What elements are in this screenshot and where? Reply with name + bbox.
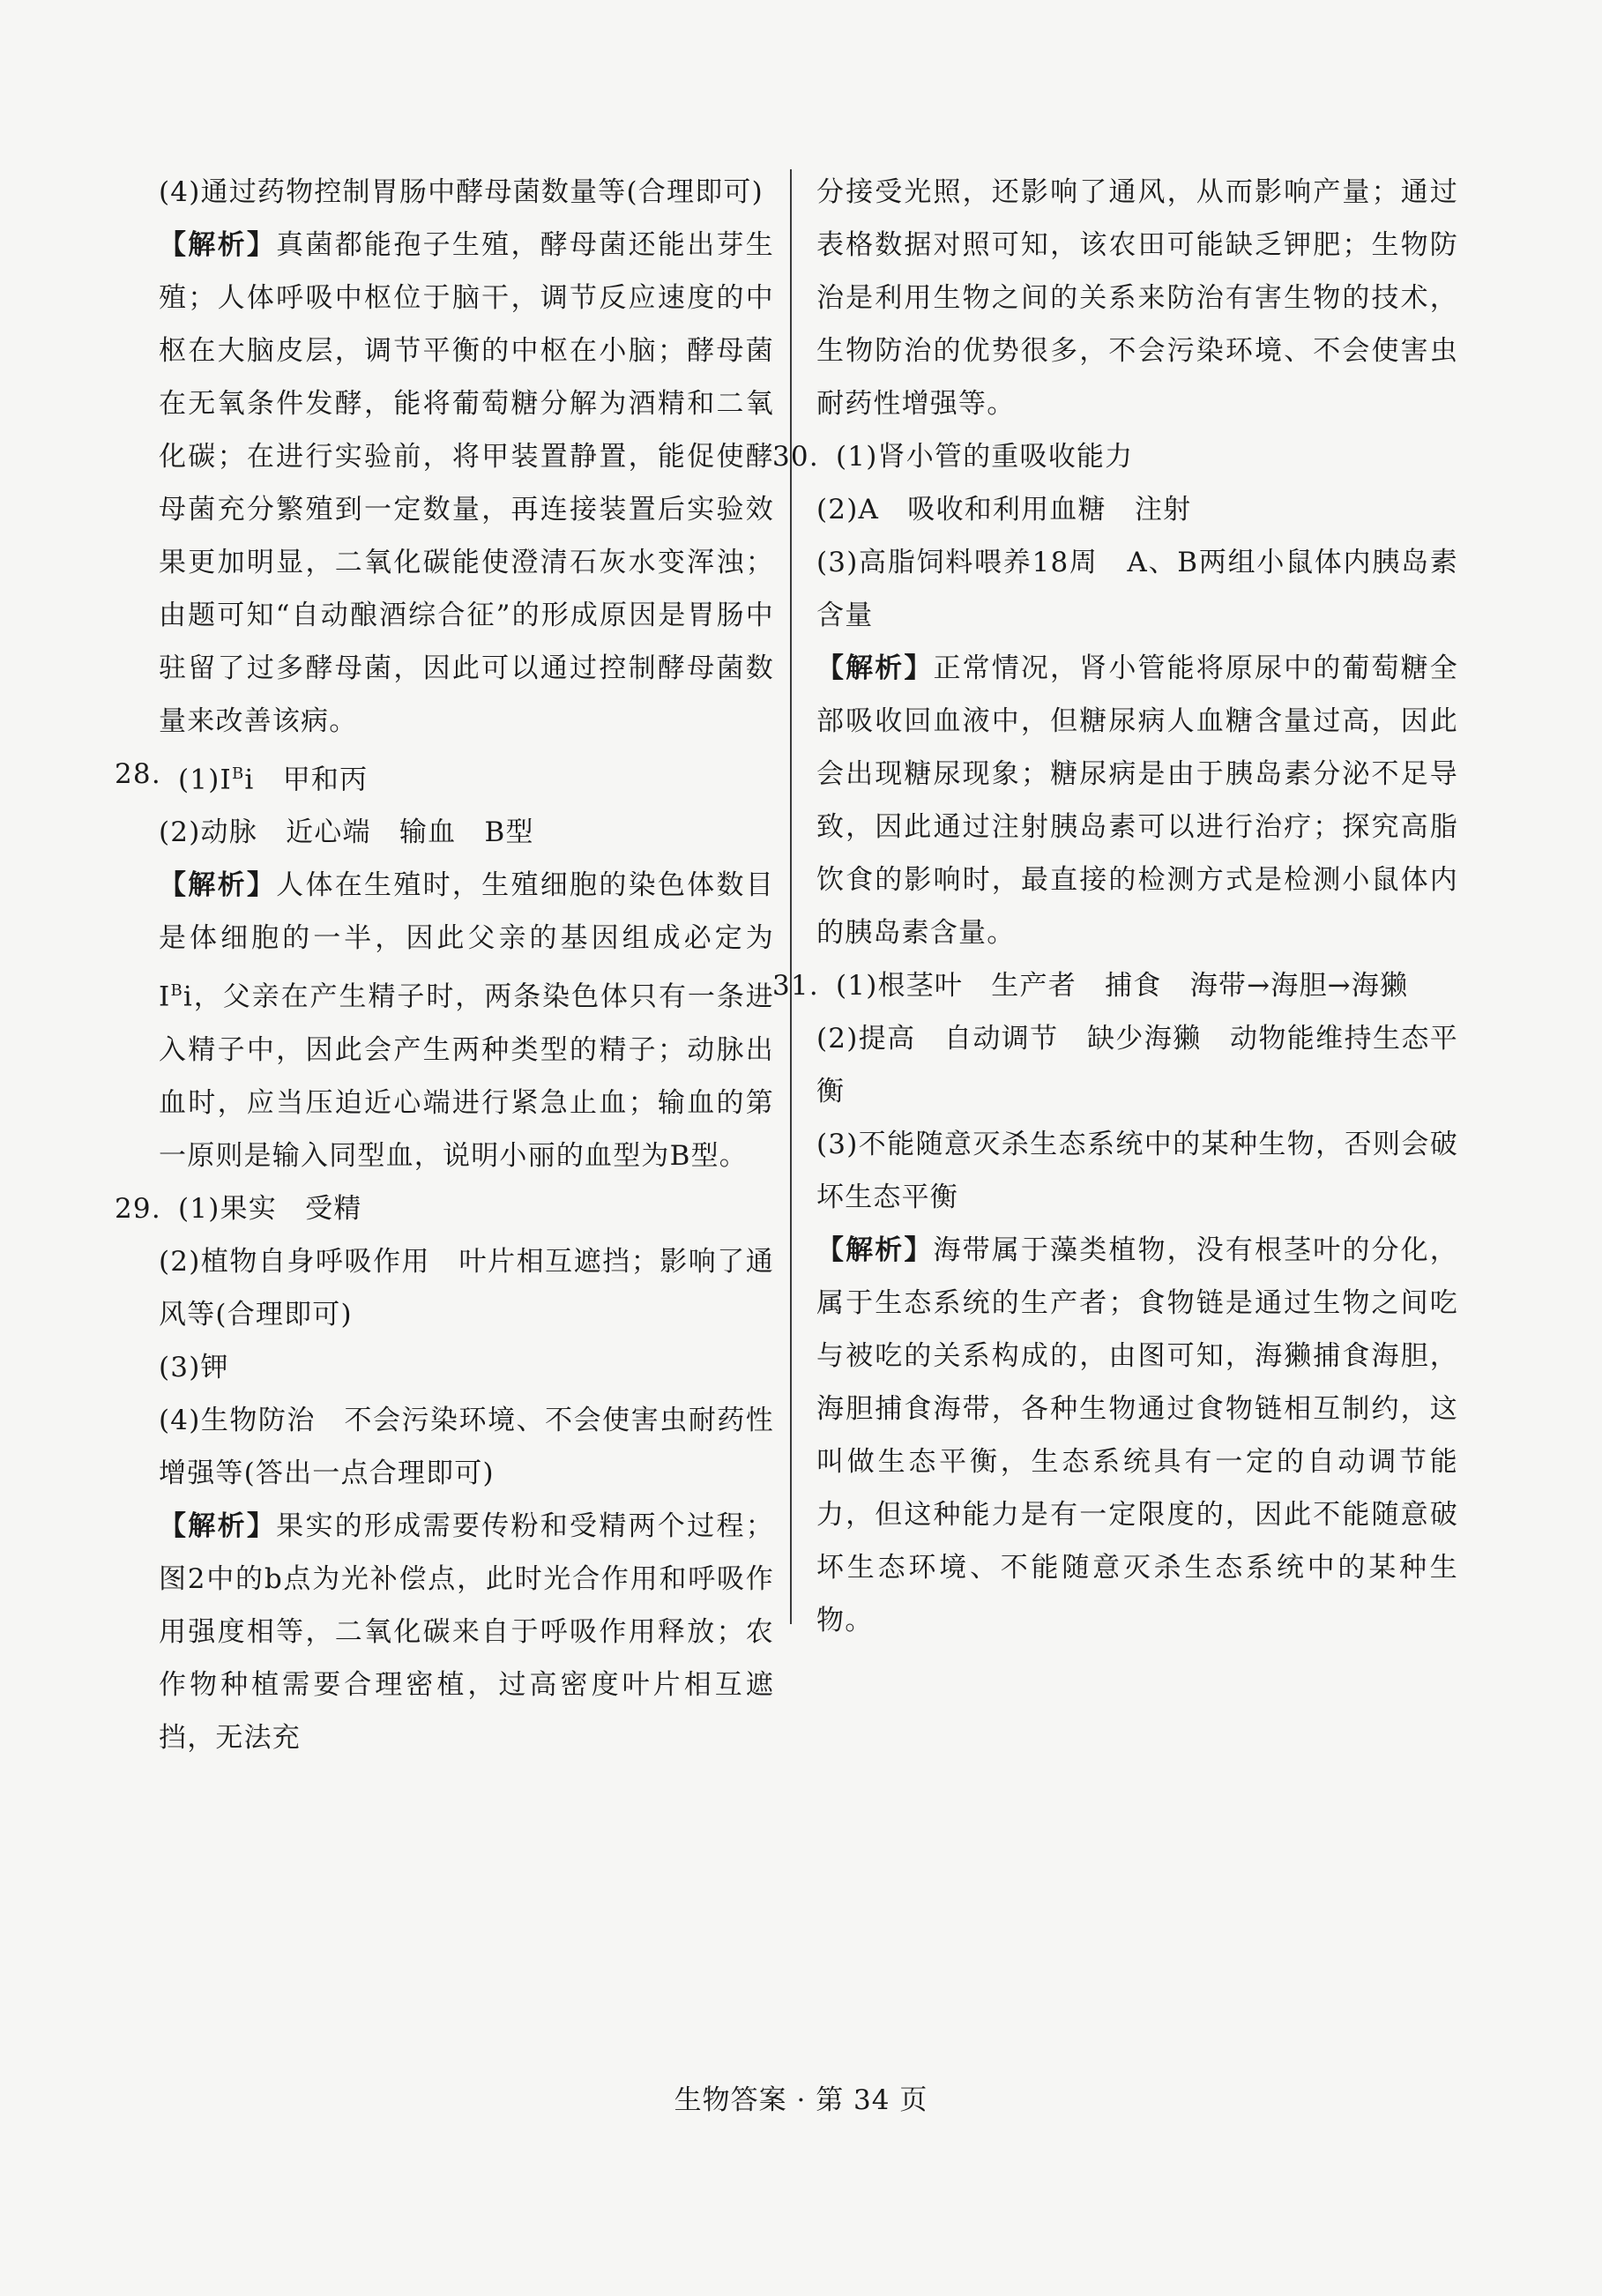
q31-explanation: [815, 1224, 1458, 1647]
q31-explanation-text: 海带属于藻类植物，没有根茎叶的分化，属于生态系统的生产者；食物链是通过生物之间吃与被吃的关系构成的，由图可知，海獭捕食海胆，海胆捕食海带，各种生物通过食物链相互制约，这叫做生态平衡，生态系统具有一定的自动调节能力，但这种能力是有一定限度的，因此不能随意破坏生态环境、不能随意灭杀生态系统中的某种生物。: [816, 1234, 1458, 1636]
question-number: 30.: [772, 441, 819, 473]
q28-b: i 甲和丙: [244, 764, 369, 796]
q29-explanation-continued: 分接受光照，还影响了通风，从而影响产量；通过表格数据对照可知，该农田可能缺乏钾肥；生物防治是利用生物之间的关系来防治有害生物的技术，生物防治的优势很多，不会污染环境、不会使害虫耐药性增强等。: [816, 176, 1458, 420]
q30-explanation: [815, 642, 1458, 959]
q28-explanation-text-a: 人体在生殖时，生殖细胞的染色体数目是体细胞的一半，因此父亲的基因组成必定为 I: [159, 869, 774, 1013]
q29-explanation-text: 果实的形成需要传粉和受精两个过程；图2中的b点为光补偿点，此时光合作用和呼吸作用强度相等，二氧化碳来自于呼吸作用释放；农作物种植需要合理密植，过高密度叶片相互遮挡，无法充: [159, 1510, 774, 1754]
q28-a: (1)I: [178, 764, 232, 796]
explanation-tag: 【解析】: [159, 1510, 277, 1542]
q30-item: [772, 430, 1458, 483]
q31-answer-1: (1)根茎叶 生产者 捕食 海带→海胆→海獭: [836, 970, 1409, 1002]
superscript: B: [170, 981, 183, 1001]
q27-explanation: [157, 219, 774, 748]
q28-answer-2: (2)动脉 近心端 输血 B型: [159, 816, 534, 849]
q28-item: [115, 748, 774, 806]
q29-item: [115, 1182, 774, 1235]
q30-answer-2: (2)A 吸收和利用血糖 注射: [816, 494, 1192, 526]
q29-explanation: [157, 1500, 774, 1764]
q31-item: [772, 959, 1458, 1012]
question-number: 29.: [115, 1192, 161, 1225]
q30-answer-1: (1)肾小管的重吸收能力: [836, 441, 1134, 473]
right-column: [772, 166, 1458, 1647]
explanation-tag: 【解析】: [816, 652, 934, 684]
superscript: B: [231, 764, 245, 783]
q28-explanation: [157, 859, 774, 1182]
question-number: 31.: [772, 970, 819, 1002]
page-footer: 生物答案 · 第 34 页: [674, 2084, 928, 2116]
q31-answer-2: (2)提高 自动调节 缺少海獭 动物能维持生态平衡: [816, 1023, 1458, 1107]
q28-answer-1: [178, 748, 368, 806]
q29-answer-4: (4)生物防治 不会污染环境、不会使害虫耐药性增强等(答出一点合理即可): [159, 1404, 774, 1489]
q27-explanation-text: 真菌都能孢子生殖，酵母菌还能出芽生殖；人体呼吸中枢位于脑干，调节反应速度的中枢在大脑皮层，调节平衡的中枢在小脑；酵母菌在无氧条件发酵，能将葡萄糖分解为酒精和二氧化碳；在进行实验前，将甲装置静置，能促使酵母菌充分繁殖到一定数量，再连接装置后实验效果更加明显，二氧化碳能使澄清石灰水变浑浊；由题可知“自动酿酒综合征”的形成原因是胃肠中驻留了过多酵母菌，因此可以通过控制酵母菌数量来改善该病。: [159, 229, 774, 737]
question-number: 28.: [115, 758, 161, 790]
explanation-tag: 【解析】: [816, 1234, 934, 1266]
q30-answer-3: (3)高脂饲料喂养18周 A、B两组小鼠体内胰岛素含量: [816, 547, 1458, 631]
explanation-tag: 【解析】: [159, 229, 277, 261]
q29-answer-3: (3)钾: [159, 1351, 229, 1383]
left-column: [115, 166, 774, 1764]
q29-answer-1: (1)果实 受精: [178, 1192, 362, 1225]
q31-answer-3: (3)不能随意灭杀生态系统中的某种生物，否则会破坏生态平衡: [816, 1129, 1458, 1213]
q27-answer-4: (4)通过药物控制胃肠中酵母菌数量等(合理即可): [159, 176, 764, 208]
q28-explanation-text-b: i，父亲在产生精子时，两条染色体只有一条进入精子中，因此会产生两种类型的精子；动脉出血时，应当压迫近心端进行紧急止血；输血的第一原则是输入同型血，说明小丽的血型为B型。: [159, 980, 774, 1172]
explanation-tag: 【解析】: [159, 869, 277, 902]
q29-answer-2: (2)植物自身呼吸作用 叶片相互遮挡；影响了通风等(合理即可): [159, 1245, 774, 1331]
column-divider: [790, 169, 792, 1624]
q30-explanation-text: 正常情况，肾小管能将原尿中的葡萄糖全部吸收回血液中，但糖尿病人血糖含量过高，因此会出现糖尿现象；糖尿病是由于胰岛素分泌不足导致，因此通过注射胰岛素可以进行治疗；探究高脂饮食的影响时，最直接的检测方式是检测小鼠体内的胰岛素含量。: [816, 652, 1458, 949]
